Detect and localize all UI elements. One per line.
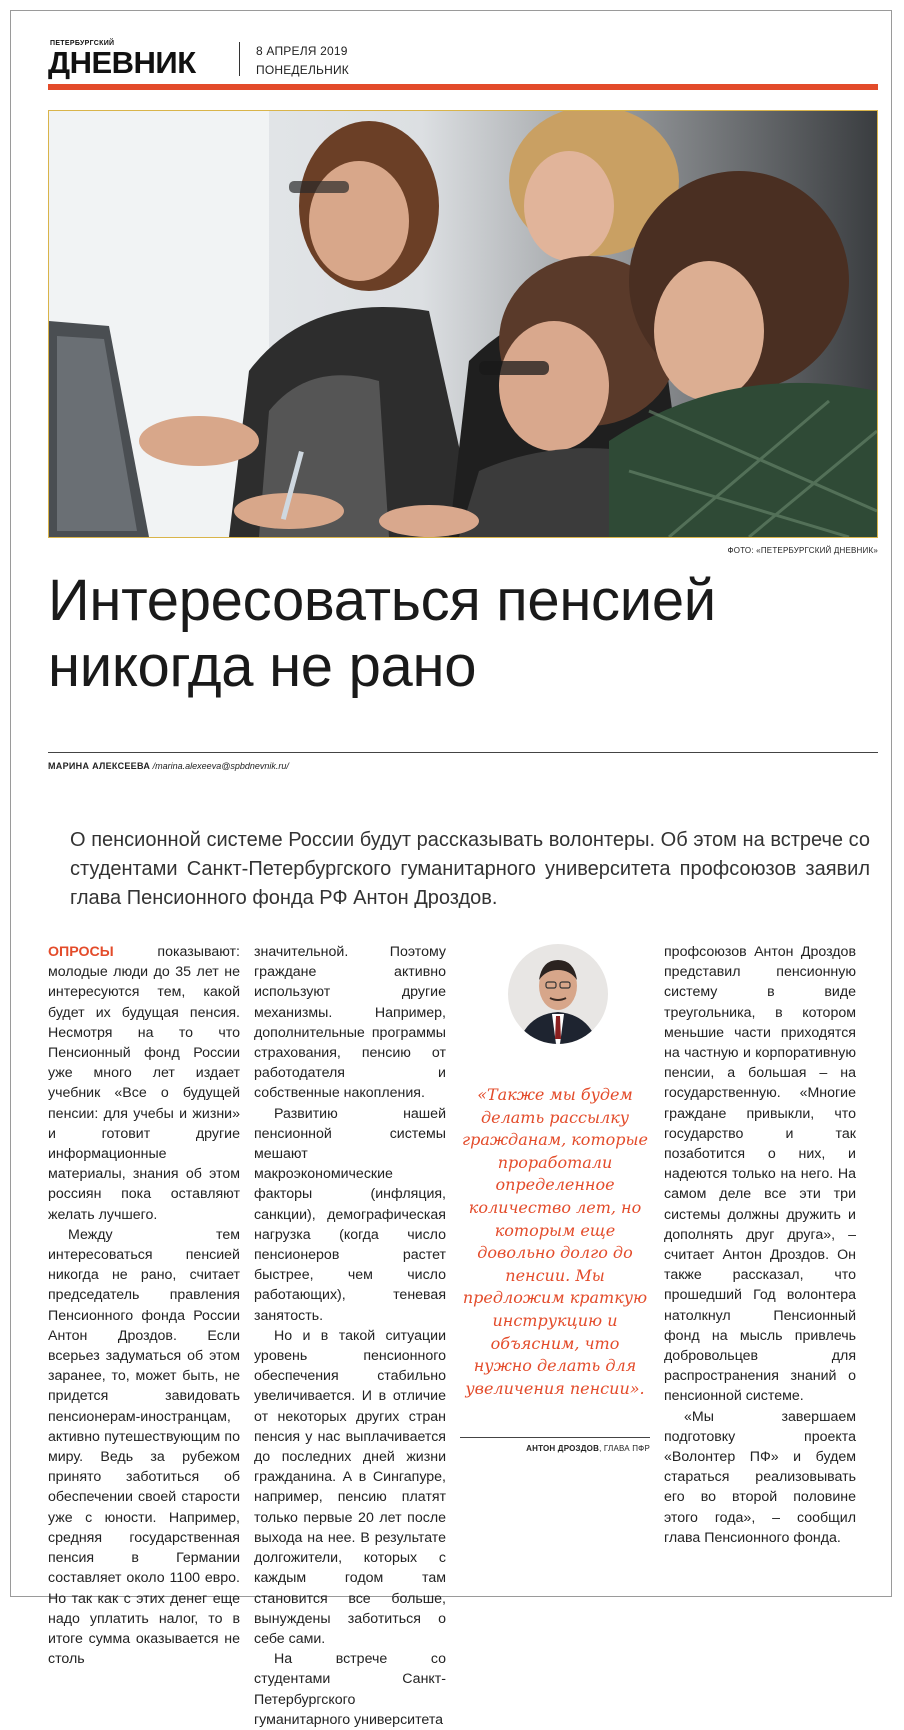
headline-line-1: Интересоваться пенсией: [48, 568, 716, 633]
paragraph-text: показывают: молодые люди до 35 лет не интересуются тем, какой будет их будущая пенсия. Несмотря на то что Пенсионный фонд России уже много лет издает учебник «Все о будущей пенсии: для учебы и жизни» и готовит другие информационные материалы, знания об этом россиян пока оставляют желать лучшего.: [48, 944, 240, 1223]
pull-quote: «Также мы будем делать рассылку гражданам, которые проработали определенное количество лет, но которым еще довольно долго до пенсии. Мы предложим краткую инструкцию и объясним, что нужно делать для увеличения пенсии».: [462, 1085, 648, 1398]
byline-rule: [48, 752, 878, 753]
quote-author: АНТОН ДРОЗДОВ: [526, 1444, 600, 1453]
paragraph: Развитию нашей пенсионной системы мешают макроэкономические факторы (инфляция, санкции), демографическая нагрузка (когда число пенсионеров растет быстрее, чем число работающих), теневая занятость.: [254, 1105, 446, 1324]
author-email-link[interactable]: /marina.alexeeva@spbdnevnik.ru/: [152, 761, 289, 771]
issue-weekday: ПОНЕДЕЛЬНИК: [256, 63, 349, 77]
paragraph: [48, 942, 240, 1225]
portrait-illustration: [508, 944, 608, 1044]
kicker: ОПРОСЫ: [48, 944, 114, 960]
article-column-4: [664, 942, 856, 1548]
quote-rule: [460, 1437, 650, 1438]
speaker-portrait: [508, 944, 608, 1044]
newspaper-logo[interactable]: [48, 36, 226, 82]
masthead-accent-bar: [48, 84, 878, 90]
logo-big-text: ДНЕВНИК: [48, 45, 196, 80]
masthead: [48, 36, 878, 88]
article-photo: [48, 110, 878, 538]
logo-small-text: ПЕТЕРБУРГСКИЙ: [50, 40, 115, 47]
paragraph: «Мы завершаем подготовку проекта «Волонтер ПФ» и будем стараться реализовывать его во второй половине этого года», – сообщил глава Пенсионного фонда.: [664, 1408, 856, 1546]
byline: [48, 761, 289, 771]
issue-date: 8 АПРЕЛЯ 2019: [256, 44, 348, 58]
article-column-1: [48, 942, 240, 1669]
quote-attribution: [460, 1444, 650, 1453]
paragraph: Между тем интересоваться пенсией никогда не рано, считает председатель правления Пенсионного фонда России Антон Дроздов. Если всерьез задуматься об этом заранее, то, может быть, не придется завидовать пенсионерам-иностранцам, активно путешествующим по миру. Ведь за рубежом принято заботиться об обеспечении своей старости уже с юности. Например, средняя государственная пенсия в Германии составляет около 1100 евро. Но так как с этих денег еще надо уплатить налог, то в итоге сумма оказывается не столь: [48, 1226, 240, 1668]
article-column-2: [254, 942, 446, 1730]
article-headline: [48, 568, 878, 700]
article-lead: О пенсионной системе России будут рассказывать волонтеры. Об этом на встрече со студентами Санкт-Петербургского гуманитарного университета профсоюзов заявил глава Пенсионного фонда РФ Антон Дроздов.: [70, 829, 870, 909]
paragraph: Но и в такой ситуации уровень пенсионного обеспечения стабильно увеличивается. И в отличие от некоторых других стран пенсия у нас выплачивается до последних дней жизни гражданина. А в Сингапуре, например, пенсию платят только первые 20 лет после выхода на нее. В результате долгожители, которых с каждым годом там становится все больше, вынуждены заботиться о себе сами.: [254, 1327, 446, 1647]
author-name: МАРИНА АЛЕКСЕЕВА: [48, 761, 151, 771]
paragraph: значительной. Поэтому граждане активно используют другие механизмы. Например, дополнительные программы страхования, пенсию от работодателя и собственные накопления.: [254, 944, 446, 1102]
paragraph: профсоюзов Антон Дроздов представил пенсионную систему в виде треугольника, в котором меньшие части приходятся на частную и корпоративную пенсии, а большая – на государственную. «Многие граждане привыкли, что государство и так позаботится о них, и надеются только на него. На самом деле все эти три системы должны дружить и дополнять друг друга», – считает Антон Дроздов. Он также рассказал, что прошедший Год волонтера натолкнул Пенсионный фонд на мысль привлечь добровольцев для распространения знаний о пенсионной системе.: [664, 944, 856, 1405]
masthead-divider: [239, 42, 240, 76]
photo-credit: ФОТО: «ПЕТЕРБУРГСКИЙ ДНЕВНИК»: [727, 546, 878, 555]
photo-illustration: [49, 111, 877, 537]
quote-role: , ГЛАВА ПФР: [599, 1444, 650, 1453]
headline-line-2: никогда не рано: [48, 634, 477, 699]
paragraph: На встрече со студентами Санкт-Петербургского гуманитарного университета: [254, 1651, 446, 1728]
